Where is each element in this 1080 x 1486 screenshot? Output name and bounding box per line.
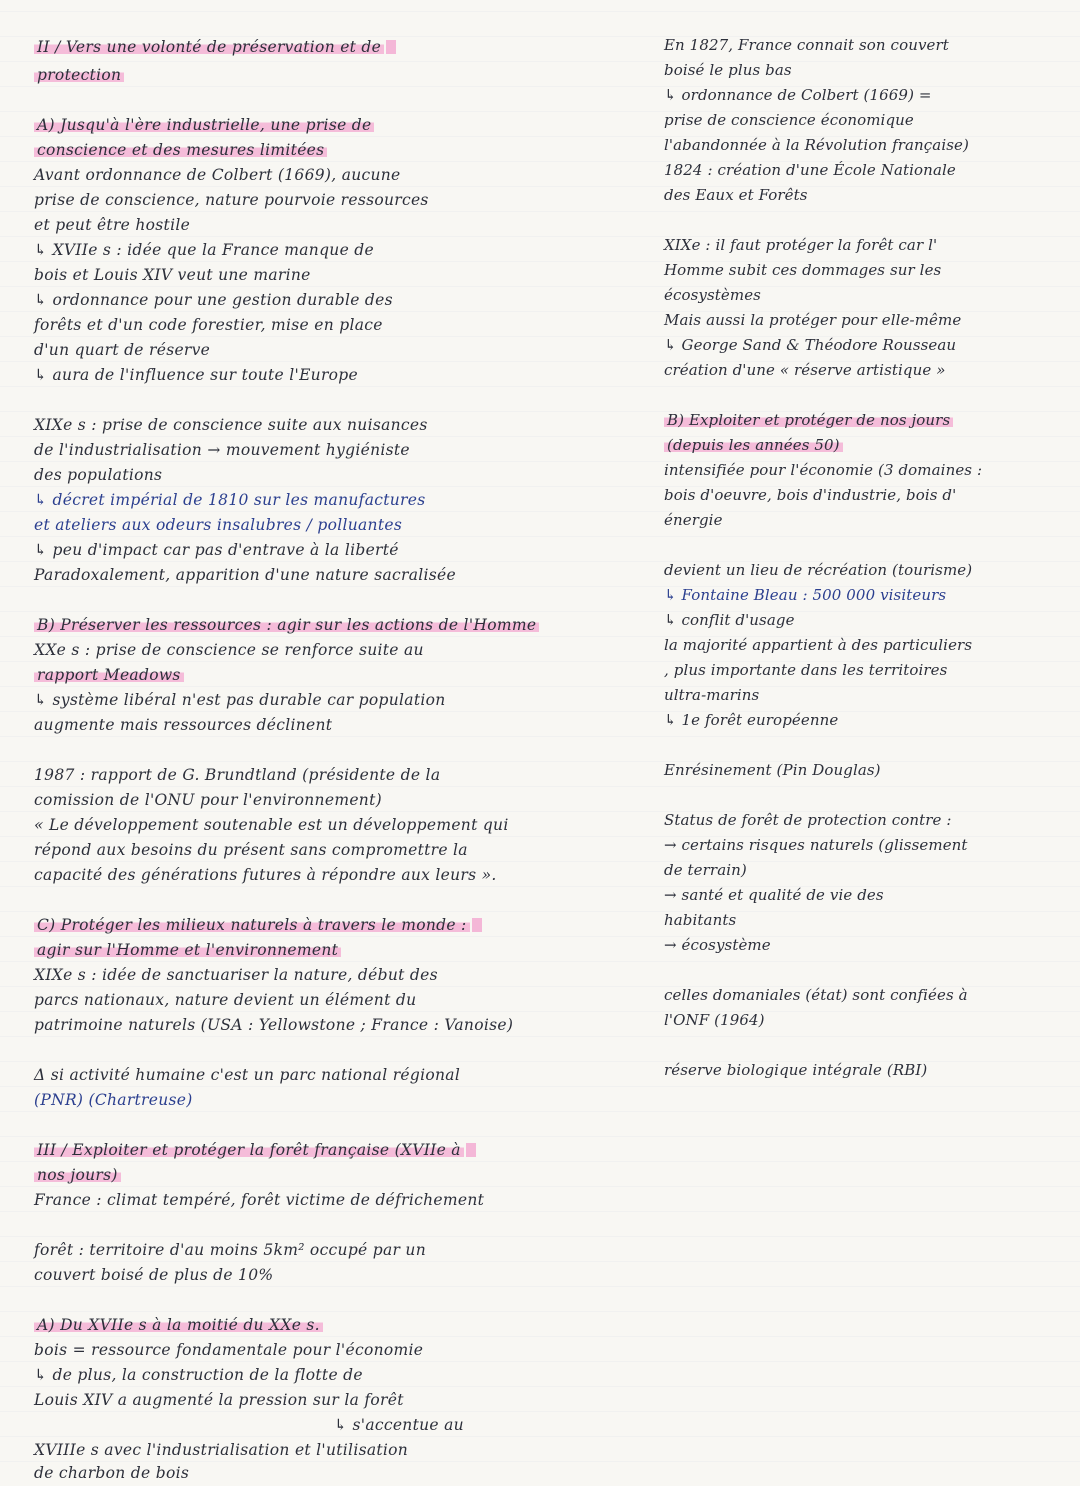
text-line: Avant ordonnance de Colbert (1669), aucune (34, 166, 401, 184)
text-line: des populations (34, 466, 163, 484)
text-line: l'abandonnée à la Révolution française) (664, 136, 969, 154)
text-line: (depuis les années 50) (664, 434, 843, 456)
text-line: Enrésinement (Pin Douglas) (664, 761, 881, 779)
text-line: l'ONF (1964) (664, 1011, 765, 1029)
section-title-ii: II / Vers une volonté de préservation et de (34, 36, 396, 58)
text-line: augmente mais ressources déclinent (34, 716, 333, 734)
text-line: des Eaux et Forêts (664, 186, 808, 204)
quote-line: « Le développement soutenable est un développement qui (34, 816, 509, 834)
subtitle-iii-a: A) Du XVIIe s à la moitié du XXe s. (34, 1314, 323, 1336)
subtitle-a: A) Jusqu'à l'ère industrielle, une prise de (34, 114, 374, 136)
text-line: France : climat tempéré, forêt victime de défrichement (34, 1191, 485, 1209)
text-line: la majorité appartient à des particuliers (664, 636, 973, 654)
text-line: Mais aussi la protéger pour elle-même (664, 311, 962, 329)
text-line: (PNR) (Chartreuse) (34, 1091, 193, 1109)
text-line: protection (34, 64, 124, 86)
quote-line: capacité des générations futures à répondre aux leurs ». (34, 866, 497, 884)
text-line: parcs nationaux, nature devient un élément du (34, 991, 417, 1009)
text-line: bois = ressource fondamentale pour l'économie (34, 1341, 424, 1359)
subtitle-iii-b: B) Exploiter et protéger de nos jours (664, 409, 953, 431)
text-line: devient un lieu de récréation (tourisme) (664, 561, 973, 579)
text-line: → écosystème (664, 936, 771, 954)
text-line: ↳ XVIIe s : idée que la France manque de (34, 241, 374, 259)
text-line: → santé et qualité de vie des (664, 886, 884, 904)
text-line: ↳ décret impérial de 1810 sur les manufactures (34, 491, 426, 509)
text-line: ↳ ordonnance de Colbert (1669) = (664, 86, 932, 104)
text-line: 1987 : rapport de G. Brundtland (présidente de la (34, 766, 441, 784)
text-line: habitants (664, 911, 737, 929)
text-line: boisé le plus bas (664, 61, 792, 79)
text-line: réserve biologique intégrale (RBI) (664, 1061, 928, 1079)
text-line: comission de l'ONU pour l'environnement) (34, 791, 382, 809)
text-line: Louis XIV a augmenté la pression sur la forêt (34, 1391, 404, 1409)
text-line: XVIIIe s avec l'industrialisation et l'utilisation (34, 1441, 409, 1459)
text-line: d'un quart de réserve (34, 341, 211, 359)
text-line: ↳ conflit d'usage (664, 611, 795, 629)
text-line: bois et Louis XIV veut une marine (34, 266, 311, 284)
text-line: rapport Meadows (34, 664, 184, 686)
text-line: ↳ George Sand & Théodore Rousseau (664, 336, 957, 354)
text-line: agir sur l'Homme et l'environnement (34, 939, 341, 961)
text-line: de charbon de bois (34, 1464, 190, 1482)
text-line: nos jours) (34, 1164, 121, 1186)
text-line: Δ si activité humaine c'est un parc national régional (34, 1066, 461, 1084)
text-line: XIXe s : idée de sanctuariser la nature, début des (34, 966, 438, 984)
text-line: conscience et des mesures limitées (34, 139, 327, 161)
text-line: Status de forêt de protection contre : (664, 811, 952, 829)
quote-line: répond aux besoins du présent sans compromettre la (34, 841, 468, 859)
subtitle-c: C) Protéger les milieux naturels à travers le monde : (34, 914, 482, 936)
text-line: ↳ peu d'impact car pas d'entrave à la liberté (34, 541, 399, 559)
text-line: XIXe s : prise de conscience suite aux nuisances (34, 416, 428, 434)
text-line: forêts et d'un code forestier, mise en place (34, 316, 383, 334)
text-line: de terrain) (664, 861, 747, 879)
text-line: patrimoine naturels (USA : Yellowstone ; France : Vanoise) (34, 1016, 514, 1034)
text-line: ↳ système libéral n'est pas durable car population (34, 691, 446, 709)
section-title-iii: III / Exploiter et protéger la forêt française (XVIIe à (34, 1139, 476, 1161)
text-line: ↳ Fontaine Bleau : 500 000 visiteurs (664, 586, 947, 604)
text-line: ultra-marins (664, 686, 760, 704)
text-line: énergie (664, 511, 723, 529)
text-line: prise de conscience, nature pourvoie ressources (34, 191, 429, 209)
text-line: ↳ de plus, la construction de la flotte de (34, 1366, 363, 1384)
text-line: , plus importante dans les territoires (664, 661, 948, 679)
text-line: XIXe : il faut protéger la forêt car l' (664, 236, 938, 254)
text-line: 1824 : création d'une École Nationale (664, 161, 956, 179)
text-line: prise de conscience économique (664, 111, 914, 129)
text-line: ↳ aura de l'influence sur toute l'Europe (34, 366, 359, 384)
text-line: création d'une « réserve artistique » (664, 361, 946, 379)
text-line: ↳ s'accentue au (334, 1416, 464, 1434)
text-line: forêt : territoire d'au moins 5km² occupé par un (34, 1241, 426, 1259)
text-line: celles domaniales (état) sont confiées à (664, 986, 968, 1004)
text-line: et ateliers aux odeurs insalubres / polluantes (34, 516, 403, 534)
text-line: Paradoxalement, apparition d'une nature sacralisée (34, 566, 456, 584)
text-line: En 1827, France connait son couvert (664, 36, 949, 54)
text-line: XXe s : prise de conscience se renforce suite au (34, 641, 424, 659)
text-line: → certains risques naturels (glissement (664, 836, 968, 854)
text-line: bois d'oeuvre, bois d'industrie, bois d' (664, 486, 957, 504)
subtitle-b: B) Préserver les ressources : agir sur les actions de l'Homme (34, 614, 539, 636)
text-line: intensifiée pour l'économie (3 domaines : (664, 461, 983, 479)
text-line: Homme subit ces dommages sur les (664, 261, 942, 279)
text-line: et peut être hostile (34, 216, 191, 234)
text-line: couvert boisé de plus de 10% (34, 1266, 274, 1284)
text-line: ↳ ordonnance pour une gestion durable des (34, 291, 393, 309)
text-line: de l'industrialisation → mouvement hygiéniste (34, 441, 410, 459)
text-line: écosystèmes (664, 286, 761, 304)
text-line: ↳ 1e forêt européenne (664, 711, 839, 729)
